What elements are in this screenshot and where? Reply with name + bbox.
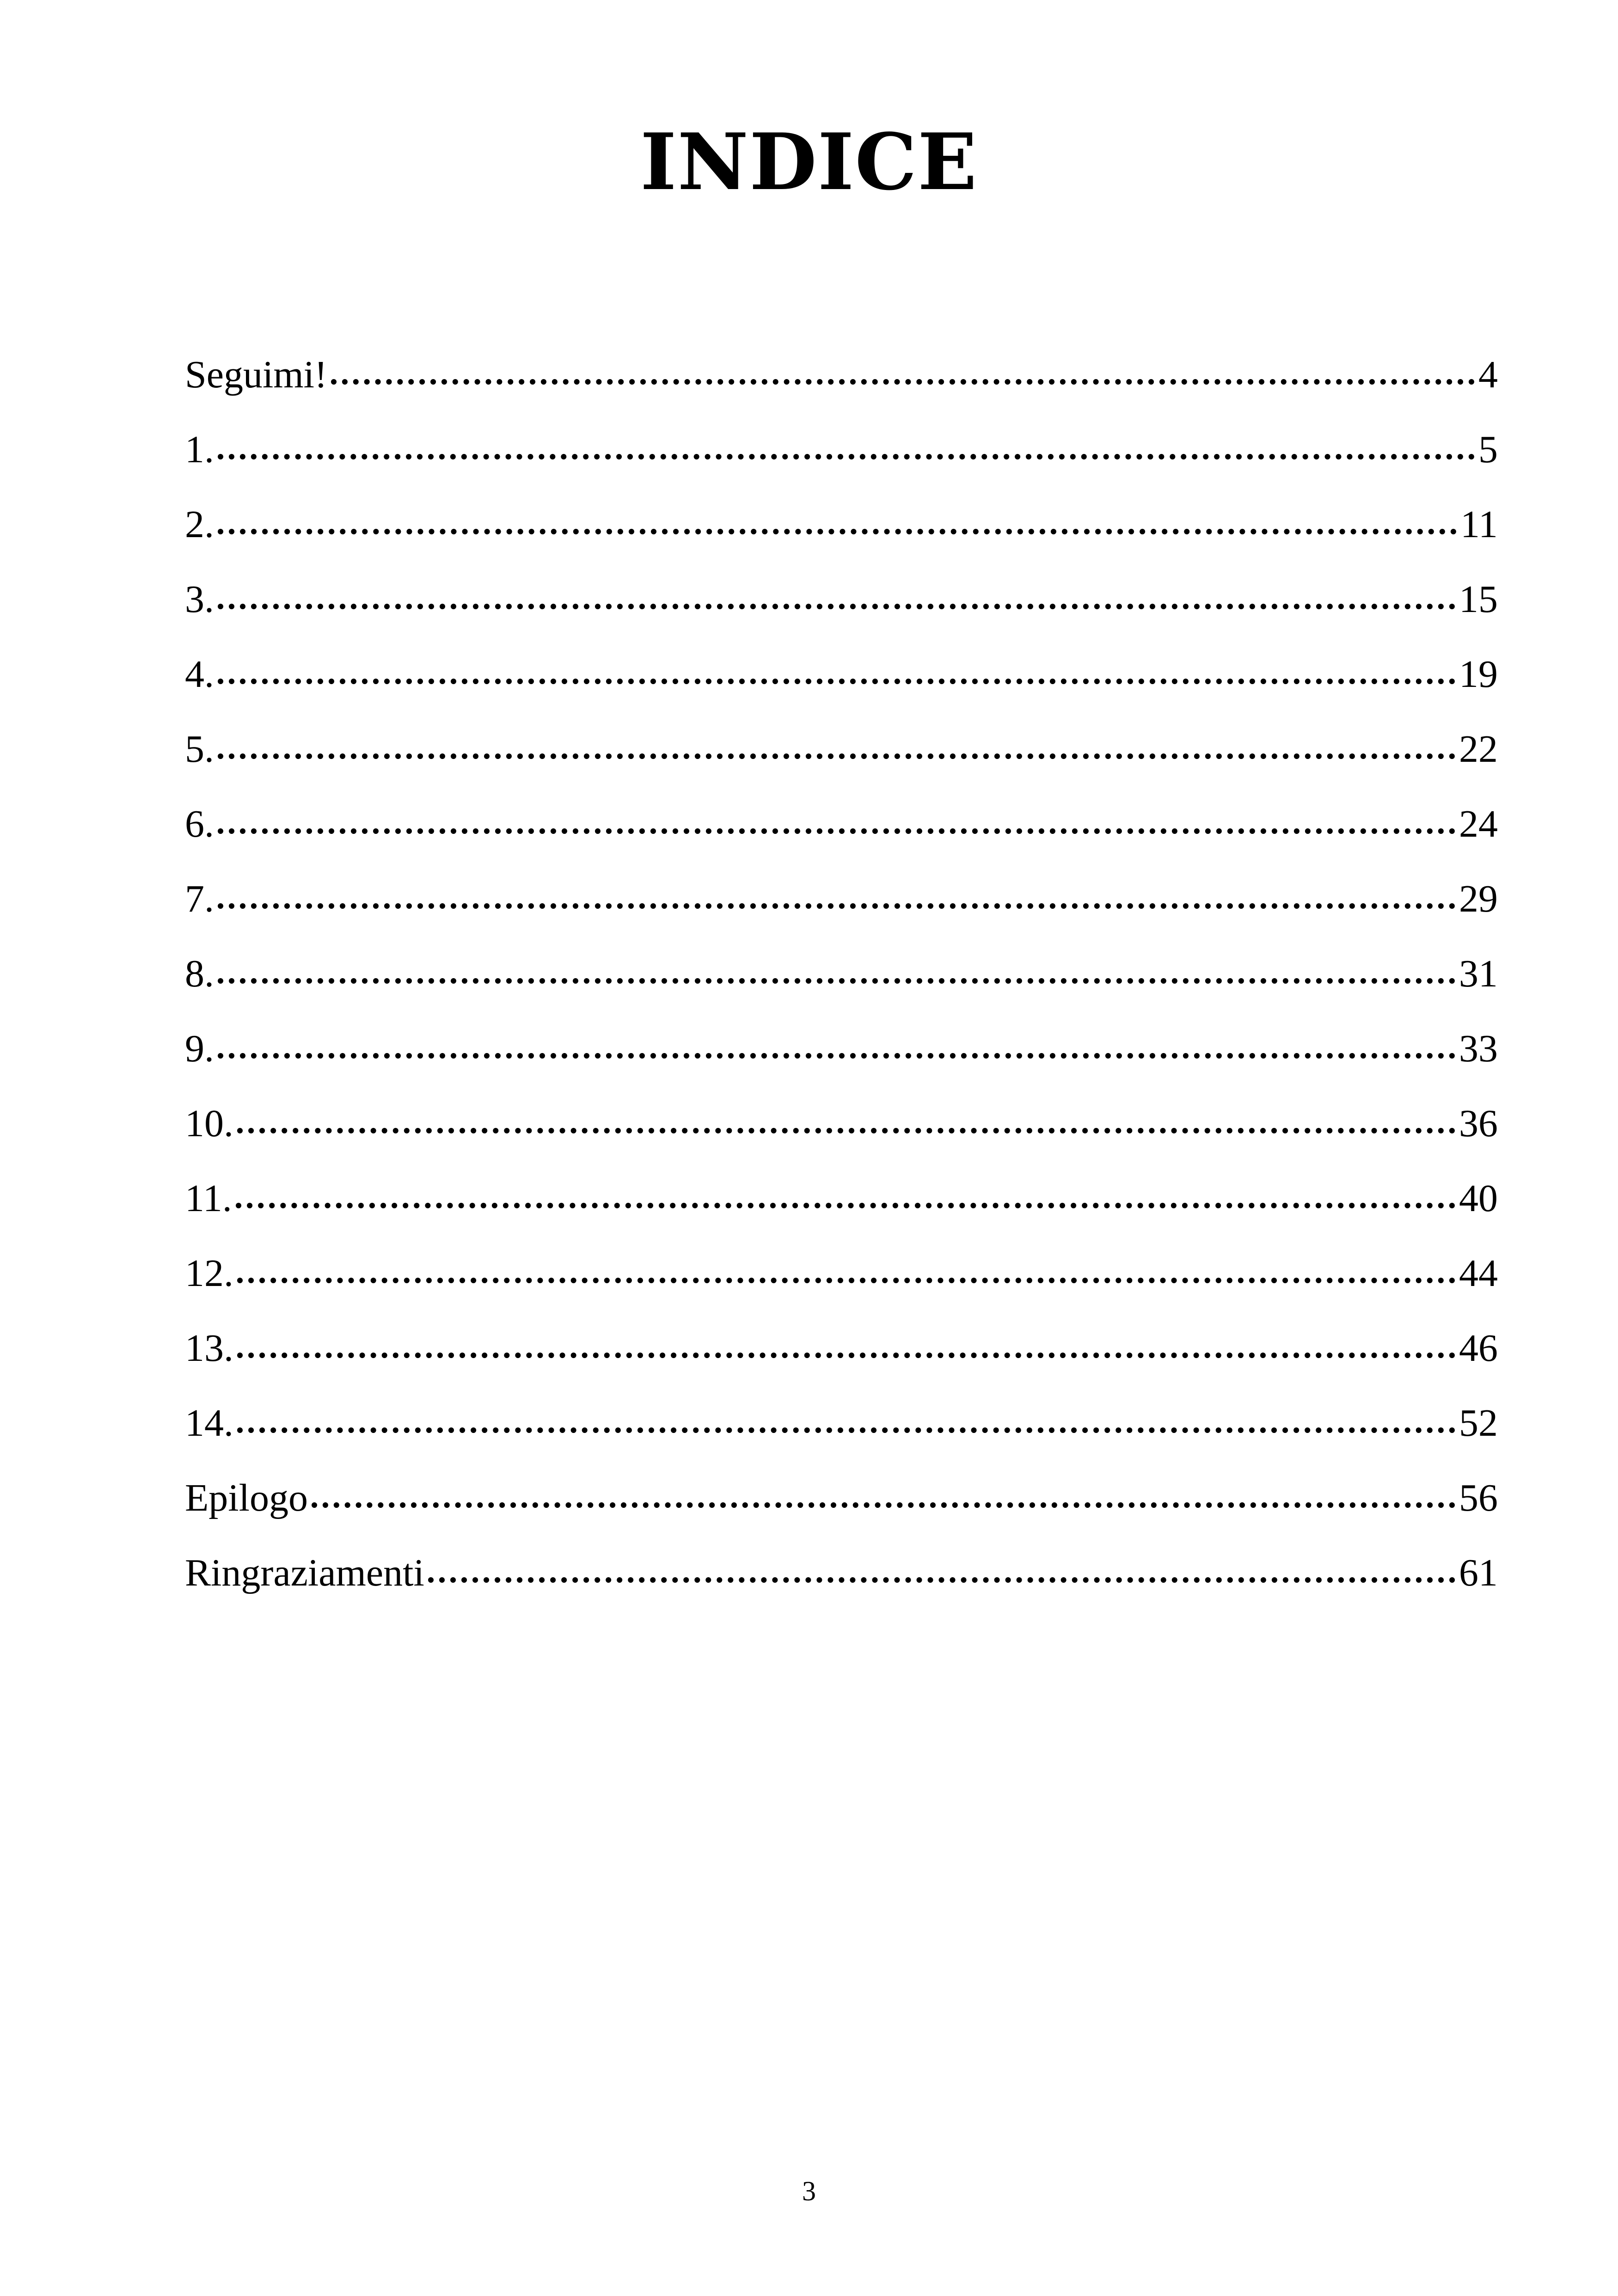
toc-entry-page: 33	[1459, 1027, 1498, 1070]
toc-entry-label: 3.	[185, 578, 214, 621]
toc-entry-chapter-7[interactable]	[185, 862, 1498, 937]
toc-entry-page: 44	[1459, 1252, 1498, 1295]
toc-entry-label: 1.	[185, 428, 214, 471]
dot-leader	[218, 978, 1455, 984]
page-title: INDICE	[640, 116, 978, 208]
toc-entry-page: 31	[1459, 952, 1498, 995]
toc-entry-label: Seguimi!	[185, 353, 327, 396]
toc-entry-page: 19	[1459, 653, 1498, 696]
toc-entry-page: 56	[1459, 1476, 1498, 1519]
toc-entry-page: 24	[1459, 802, 1498, 845]
toc-entry-label: 12.	[185, 1252, 233, 1295]
toc-entry-chapter-10[interactable]	[185, 1086, 1498, 1161]
dot-leader	[237, 1128, 1455, 1133]
toc-entry-chapter-12[interactable]	[185, 1236, 1498, 1311]
toc-entry-label: Epilogo	[185, 1476, 308, 1519]
dot-leader	[237, 1427, 1455, 1433]
toc-entry-label: 6.	[185, 802, 214, 845]
toc-entry-chapter-2[interactable]	[185, 487, 1498, 562]
toc-entry-seguimi[interactable]	[185, 337, 1498, 412]
toc-entry-page: 22	[1459, 728, 1498, 771]
toc-entry-label: 9.	[185, 1027, 214, 1070]
dot-leader	[218, 454, 1475, 459]
toc-entry-chapter-1[interactable]	[185, 412, 1498, 487]
dot-leader	[331, 379, 1475, 385]
toc-entry-epilogo[interactable]	[185, 1461, 1498, 1536]
dot-leader	[218, 1053, 1455, 1059]
toc-entry-chapter-5[interactable]	[185, 712, 1498, 787]
toc-entry-page: 29	[1459, 877, 1498, 920]
dot-leader	[218, 753, 1455, 759]
toc-entry-page: 46	[1459, 1327, 1498, 1370]
dot-leader	[236, 1203, 1455, 1208]
toc-entry-label: 7.	[185, 877, 214, 920]
toc-entry-label: 8.	[185, 952, 214, 995]
toc-entry-label: 11.	[185, 1177, 232, 1220]
toc-entry-page: 52	[1459, 1402, 1498, 1445]
page-number: 3	[802, 2176, 816, 2206]
dot-leader	[237, 1278, 1455, 1283]
toc-entry-label: 13.	[185, 1327, 233, 1370]
toc-entry-chapter-13[interactable]	[185, 1311, 1498, 1386]
toc-entry-label: 4.	[185, 653, 214, 696]
dot-leader	[218, 828, 1455, 834]
toc-entry-page: 15	[1459, 578, 1498, 621]
toc-entry-label: 5.	[185, 728, 214, 771]
toc-entry-page: 36	[1459, 1102, 1498, 1145]
dot-leader	[218, 679, 1455, 684]
toc-entry-page: 4	[1478, 353, 1498, 396]
dot-leader	[218, 604, 1455, 609]
dot-leader	[237, 1353, 1455, 1358]
toc-entry-ringraziamenti[interactable]	[185, 1536, 1498, 1610]
toc-entry-page: 11	[1460, 503, 1498, 546]
toc-entry-chapter-4[interactable]	[185, 637, 1498, 712]
table-of-contents	[185, 337, 1498, 1610]
dot-leader	[218, 903, 1455, 909]
toc-entry-label: 14.	[185, 1402, 233, 1445]
toc-entry-page: 61	[1459, 1551, 1498, 1594]
dot-leader	[312, 1502, 1455, 1508]
toc-entry-label: 10.	[185, 1102, 233, 1145]
toc-entry-page: 40	[1459, 1177, 1498, 1220]
toc-entry-chapter-14[interactable]	[185, 1386, 1498, 1461]
dot-leader	[218, 529, 1457, 534]
toc-entry-chapter-11[interactable]	[185, 1161, 1498, 1236]
toc-entry-label: Ringraziamenti	[185, 1551, 424, 1594]
toc-entry-page: 5	[1478, 428, 1498, 471]
toc-entry-chapter-3[interactable]	[185, 562, 1498, 637]
dot-leader	[428, 1577, 1455, 1583]
toc-entry-label: 2.	[185, 503, 214, 546]
toc-entry-chapter-9[interactable]	[185, 1011, 1498, 1086]
toc-entry-chapter-6[interactable]	[185, 787, 1498, 862]
toc-entry-chapter-8[interactable]	[185, 937, 1498, 1011]
